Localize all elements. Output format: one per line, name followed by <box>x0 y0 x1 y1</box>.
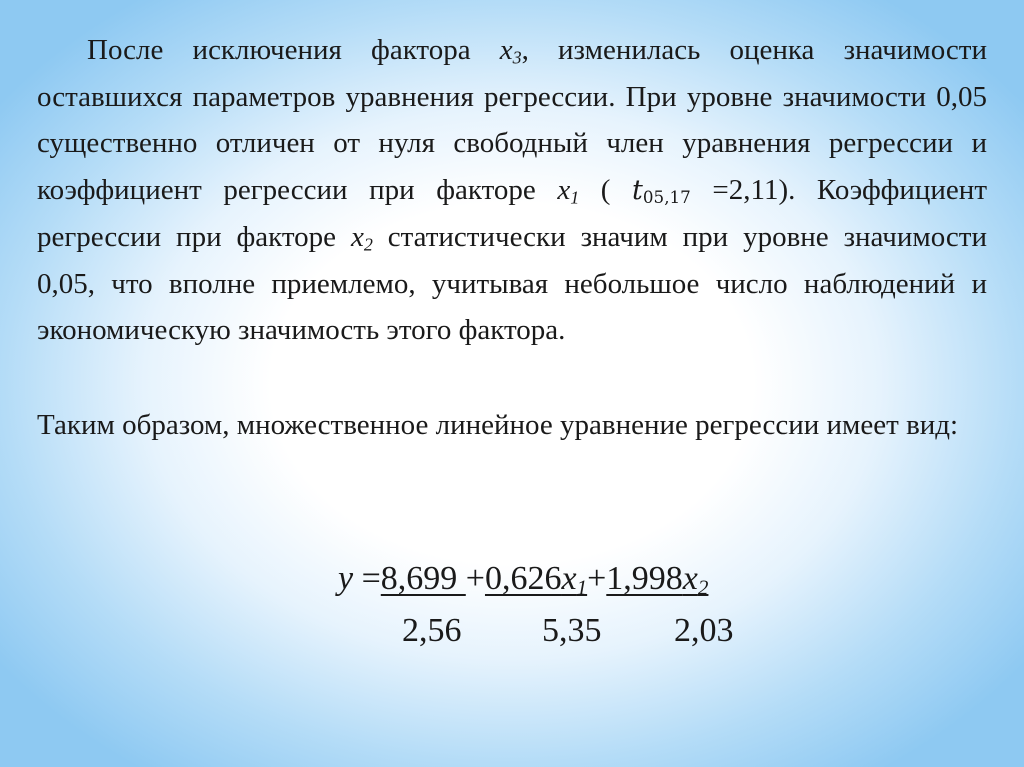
equation-x1: x <box>561 560 577 597</box>
subscript: 2 <box>363 234 373 255</box>
t-critical-symbol: $t_{05,17}$ <box>632 174 691 207</box>
equation-x2-subscript: 2 <box>697 575 709 600</box>
text-part: статистически значим при уровне значимости 0,05, что вполне приемлемо, учитывая небольшое число наблюдений и экономическую значимость этого фактора. <box>37 221 987 346</box>
regression-equation <box>338 560 708 598</box>
subscript: 1 <box>570 186 580 207</box>
plus-sign: + <box>465 560 485 597</box>
t-subscript: 05,17 <box>642 186 691 207</box>
equation-x1-subscript: 1 <box>576 575 588 600</box>
text-part: , изменилась оценка значимости оставшихся параметров уравнения регрессии. При уровне значимости 0,05 существенно отличен от нуля свободный член уравнения регрессии и коэффициент регрессии при факторе <box>37 34 987 206</box>
paragraph-conclusion <box>37 27 987 354</box>
coefficient-b1: 0,626 <box>484 560 562 597</box>
coefficient-b2: 1,998 <box>606 560 683 597</box>
text-part: ( <box>579 173 633 206</box>
text-part: После исключения фактора <box>87 34 500 66</box>
variable-x2: $x_2$ <box>350 221 373 255</box>
equation-x2: x <box>682 560 698 597</box>
plus-sign: + <box>587 560 607 597</box>
equals-sign: = <box>353 560 381 597</box>
t-value-b2: 2,03 <box>674 612 734 649</box>
subscript: 3 <box>512 47 522 68</box>
equation-y: y <box>338 560 354 597</box>
t-value-b1: 5,35 <box>542 612 602 649</box>
coefficient-b0: 8,699 <box>380 560 466 597</box>
text-part: =2,11). Коэффициент регрессии при факторе <box>37 173 987 253</box>
paragraph-summary: Таким образом, множественное линейное уравнение регрессии имеет вид: <box>37 409 959 441</box>
variable-x1: $x_1$ <box>557 173 580 207</box>
term-b2x2 <box>606 560 709 600</box>
t-value-b0: 2,56 <box>402 612 462 649</box>
variable-x3: $x_3$ <box>499 34 522 68</box>
term-b1x1 <box>484 560 588 600</box>
